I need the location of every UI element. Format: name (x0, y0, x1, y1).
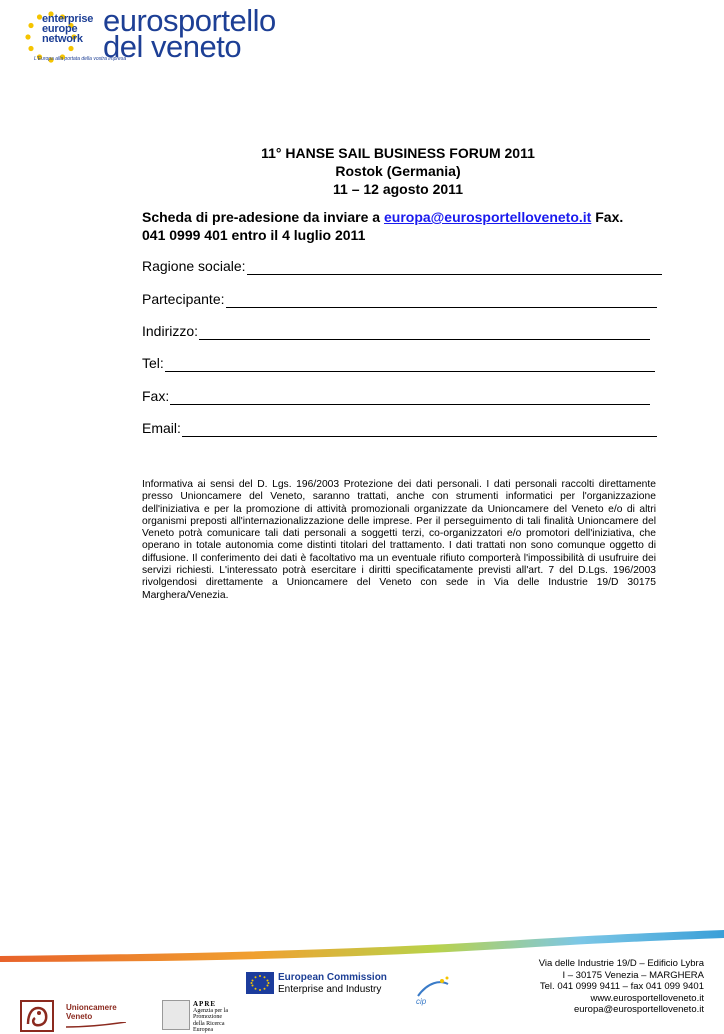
eurosportello-logo (24, 4, 284, 68)
address-line-3: Tel. 041 0999 9411 – fax 041 099 9401 (539, 981, 704, 992)
apre-seal-icon (162, 1000, 190, 1030)
form-row-ragione (142, 257, 662, 275)
ec-title: European Commission (278, 972, 387, 983)
privacy-notice: Informativa ai sensi del D. Lgs. 196/2003 Protezione dei dati personali. I dati personali raccolti direttamente presso Unioncamere del Veneto, saranno trattati, anche con strumenti informatici per l'organizzazione dell'iniziativa e per la promozione di attività promozionali organizzate da Unioncamere del Veneto e/o di altri organismi preposti all'internazionalizzazione delle imprese. Per il perseguimento di tali finalità Unioncamere del Veneto potrà comunicare tali dati personali a soggetti terzi, co-organizzatori e/o promotori dell'iniziativa, che operano in totale autonomia come distinti titolari del trattamento. I dati trattati non sono comunque oggetto di diffusione. Il conferimento dei dati è facoltativo ma un eventuale rifiuto comporterà l'impossibilità di usufruire dei servizi richiesti. L'interessato potrà esercitare i diritti specificatamente previsti all'art. 7 del D.Lgs. 196/2003 rivolgendosi direttamente a Unioncamere del Veneto con sede in Via delle Industrie 19/D 30175 Marghera/Venezia. (142, 479, 656, 601)
form-row-partecipante (142, 290, 657, 308)
field-fax[interactable] (170, 390, 650, 405)
cip-logo-icon (414, 974, 456, 1006)
scheda-suffix: Fax. 041 0999 401 entro il 4 luglio 2011 (142, 209, 624, 243)
unioncamere-name (66, 1003, 126, 1030)
ec-subtitle: Enterprise and Industry (278, 984, 382, 995)
een-logo-text (42, 14, 93, 44)
address-website-link[interactable]: www.eurosportelloveneto.it (590, 992, 704, 1004)
field-tel[interactable] (165, 357, 655, 372)
event-dates: 11 – 12 agosto 2011 (333, 181, 463, 197)
logo-title-line2: del veneto (103, 29, 242, 64)
footer-address (470, 958, 704, 1016)
european-commission-name (278, 972, 387, 996)
label-ragione-sociale: Ragione sociale: (142, 258, 246, 274)
apre-name (193, 1001, 228, 1034)
label-email: Email: (142, 420, 181, 436)
unioncamere-lion-icon (20, 1000, 54, 1032)
een-line-europe: europe (42, 23, 78, 35)
label-indirizzo: Indirizzo: (142, 323, 199, 339)
unioncamere-swoosh-icon (66, 1022, 126, 1028)
een-line-enterprise: enterprise (42, 13, 94, 25)
unioncamere-line1: Unioncamere (66, 1003, 117, 1012)
apre-sub-3: della Ricerca (193, 1020, 225, 1027)
field-email[interactable] (182, 422, 657, 437)
label-fax: Fax: (142, 388, 170, 404)
field-ragione-sociale[interactable] (247, 260, 662, 275)
field-partecipante[interactable] (226, 293, 657, 308)
field-indirizzo[interactable] (199, 325, 650, 340)
label-partecipante: Partecipante: (142, 291, 225, 307)
een-line-network: network (42, 33, 83, 45)
form-row-tel (142, 354, 655, 372)
form-row-indirizzo (142, 322, 650, 340)
unioncamere-line2: Veneto (66, 1012, 93, 1021)
scheda-prefix: Scheda di pre-adesione da inviare a (142, 209, 384, 225)
event-location: Rostok (Germania) (335, 163, 461, 179)
apre-sub-4: Europea (193, 1027, 213, 1033)
apre-sub-2: Promozione (193, 1014, 222, 1020)
address-line-2: I – 30175 Venezia – MARGHERA (562, 969, 704, 981)
apre-sub-1: Agenzia per la (193, 1007, 228, 1014)
scheda-instructions (142, 208, 642, 244)
apre-title: APRE (193, 1000, 217, 1008)
email-link[interactable]: europa@eurosportelloveneto.it (383, 209, 592, 225)
address-line-1: Via delle Industrie 19/D – Edificio Lybra (538, 958, 704, 969)
form-row-fax (142, 387, 650, 405)
form-row-email (142, 419, 657, 437)
event-title: 11° HANSE SAIL BUSINESS FORUM 2011 (261, 145, 535, 161)
address-email-link[interactable]: europa@eurosportelloveneto.it (573, 1004, 704, 1015)
logo-title-line1: eurosportello (103, 3, 276, 38)
logo-tagline: L'Europa alla portata della vostra impresa (34, 56, 127, 62)
label-tel: Tel: (142, 355, 164, 371)
eu-flag-icon (246, 972, 274, 994)
svg-text:cip: cip (416, 997, 427, 1006)
